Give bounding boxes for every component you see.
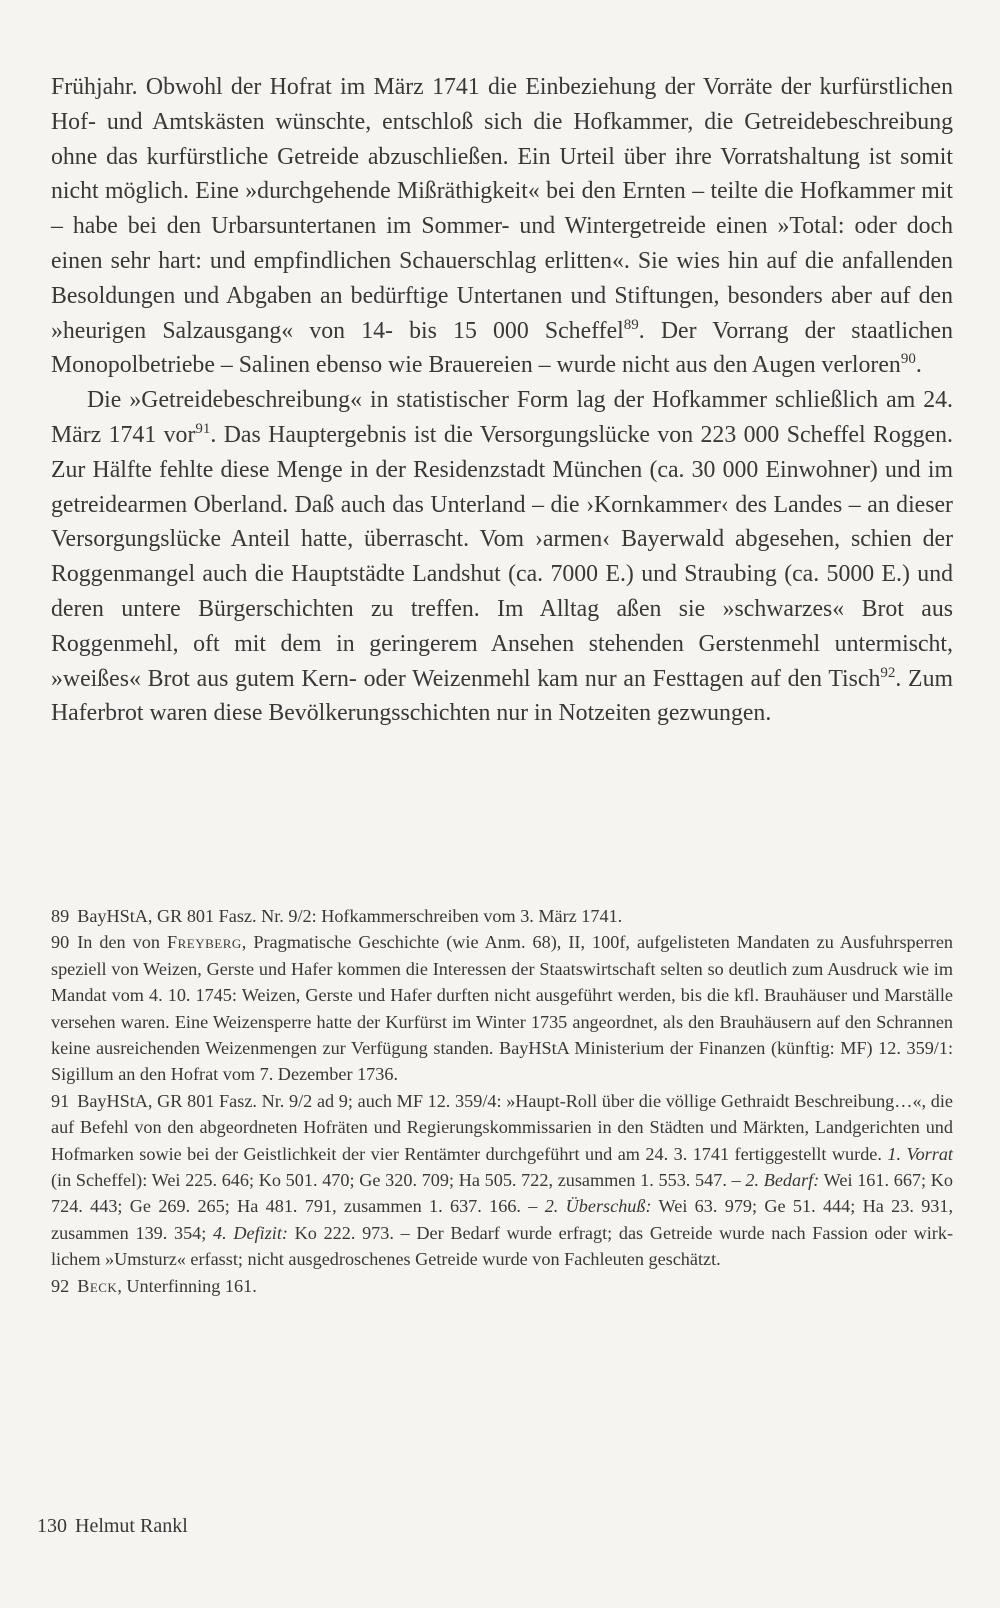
- paragraph-2-text-b: . Das Hauptergebnis ist die Versorgungslücke von 223 000 Scheffel Roggen. Zur Hälfte fehlte diese Menge in der Residenzstadt München (ca. 30 000 Einwohner) und im getreidearmen Oberland. Daß auch das Unterland – die ›Kornkammer‹ des Landes – an dieser Versorgungslücke Anteil hatte, überrascht. Vom ›armen‹ Bayerwald abgesehen, schien der Roggenmangel auch die Hauptstädte Landshut (ca. 7000 E.) und Straubing (ca. 5000 E.) und deren untere Bürgerschichten zu treffen. Im Alltag aßen sie »schwarzes« Brot aus Roggenmehl, oft mit dem in geringerem Ansehen stehenden Gerstenmehl untermischt, »weißes« Brot aus gutem Kern- oder Weizenmehl kam nur an Festtagen auf den Tisch: [51, 421, 953, 692]
- page-footer: [37, 1513, 188, 1539]
- footnote-italic-label: 4. Defizit:: [213, 1222, 288, 1243]
- paragraph-1-text-a: Frühjahr. Obwohl der Hofrat im März 1741 die Einbeziehung der Vorräte der kurfürstlichen Hof- und Amtskästen wünschte, entschloß sich die Hofkammer, die Getreidebeschreibung ohne das kurfürstliche Getreide abzuschließen. Ein Urteil über ihre Vorratshaltung ist somit nicht möglich. Eine »durchgehende Mißräthigkeit« bei den Ernten – teilte die Hofkammer mit – habe bei den Urbarsuntertanen im Sommer- und Wintergetreide einen »Total: oder doch einen sehr hart: und empfindlichen Schauerschlag erlitten«. Sie wies hin auf die anfallenden Besoldungen und Abgaben an bedürftige Untertanen und Stiftungen, besonders aber auf den »heurigen Salzausgang« von 14- bis 15 000 Scheffel: [51, 74, 953, 344]
- footnote-92: [51, 1273, 953, 1299]
- paragraph-2: [51, 383, 953, 731]
- footnote-text: Ko 222. 973. – Der Bedarf wurde erfragt; das Getreide wurde nach Fassion oder wirklichem »Umsturz« erfasst; nicht ausgedroschenes Getreide wurde von Fachleuten geschätzt.: [51, 1222, 953, 1270]
- footnote-89: [51, 903, 953, 929]
- footnote-ref-89: 89: [623, 316, 639, 333]
- footnote-italic-label: 1. Vorrat: [887, 1143, 953, 1164]
- footnote-italic-label: 2. Bedarf:: [745, 1170, 820, 1191]
- footnote-text: Wei 161. 667; Ko 724. 443; Ge 269. 265; Ha 481. 791, zusammen 1. 637. 166. –: [51, 1170, 953, 1217]
- footnote-ref-90: 90: [900, 351, 916, 368]
- paragraph-1-text-c: .: [915, 352, 922, 379]
- footnote-text: BayHStA, GR 801 Fasz. Nr. 9/2: Hofkammerschreiben vom 3. März 1741.: [77, 906, 623, 926]
- footnote-number: 91: [51, 1090, 70, 1111]
- footnote-author: Freyberg: [167, 932, 242, 953]
- paragraph-2-text-c: . Zum Haferbrot waren diese Bevölkerungsschichten nur in Notzeiten gezwungen.: [51, 665, 953, 727]
- footnote-italic-label: 2. Überschuß:: [544, 1196, 652, 1217]
- footnote-90: [51, 929, 953, 1087]
- paragraph-1: [51, 70, 953, 383]
- footnotes: [51, 903, 953, 1299]
- main-text: [51, 70, 953, 731]
- footnote-ref-91: 91: [195, 420, 211, 437]
- footnote-text: (in Scheffel): Wei 225. 646; Ko 501. 470; Ge 320. 709; Ha 505. 722, zusammen 1. 553. 547. –: [51, 1170, 741, 1191]
- footnote-number: 90: [51, 932, 70, 953]
- footnote-author: Beck: [77, 1275, 118, 1296]
- footnote-text: Wei 63. 979; Ge 51. 444; Ha 23. 931, zusammen 139. 354;: [51, 1196, 954, 1243]
- footnote-ref-92: 92: [880, 664, 896, 681]
- paragraph-2-text-a: Die »Getreidebeschreibung« in statistischer Form lag der Hofkammer schließlich am 24. März 1741 vor: [51, 387, 953, 448]
- running-author: Helmut Rankl: [75, 1515, 188, 1537]
- footnote-text: , Unterfinning 161.: [117, 1275, 257, 1296]
- footnote-text: BayHStA, GR 801 Fasz. Nr. 9/2 ad 9; auch MF 12. 359/4: »Haupt-Roll über die völlige Gethraidt Beschreibung…«, die auf Befehl von den abgeordneten Hofräten und Regierungskommissarien in den Städten und Märkten, Landgerichten und Hofmarken sowie bei der Geistlichkeit der vier Rentämter durchgeführt und am 24. 3. 1741 fertiggestellt wurde.: [51, 1090, 953, 1164]
- footnote-91: [51, 1088, 953, 1273]
- page-number: 130: [37, 1515, 67, 1537]
- footnote-text: , Pragmatische Geschichte (wie Anm. 68), II, 100f, aufgelisteten Mandaten zu Ausfuhrsperren speziell von Weizen, Gerste und Hafer kommen die Interessen der Staatswirtschaft selten so deutlich zum Ausdruck wie im Mandat vom 4. 10. 1745: Weizen, Gerste und Hafer durften nicht ausgeführt werden, bis die kfl. Brauhäuser und Marställe versehen waren. Eine Weizensperre hatte der Kurfürst im Winter 1735 angeordnet, als den Brauhäusern auf den Schrannen keine ausreichenden Weizenmengen zur Verfügung standen. BayHStA Ministerium der Finanzen (künftig: MF) 12. 359/1: Sigillum an den Hofrat vom 7. Dezember 1736.: [51, 932, 954, 1085]
- footnote-number: 89: [51, 906, 70, 926]
- footnote-text: In den von: [77, 932, 160, 953]
- paragraph-1-text-b: . Der Vorrang der staatlichen Monopolbetriebe – Salinen ebenso wie Brauereien – wurde nicht aus den Augen verloren: [51, 317, 953, 379]
- footnote-number: 92: [51, 1275, 70, 1296]
